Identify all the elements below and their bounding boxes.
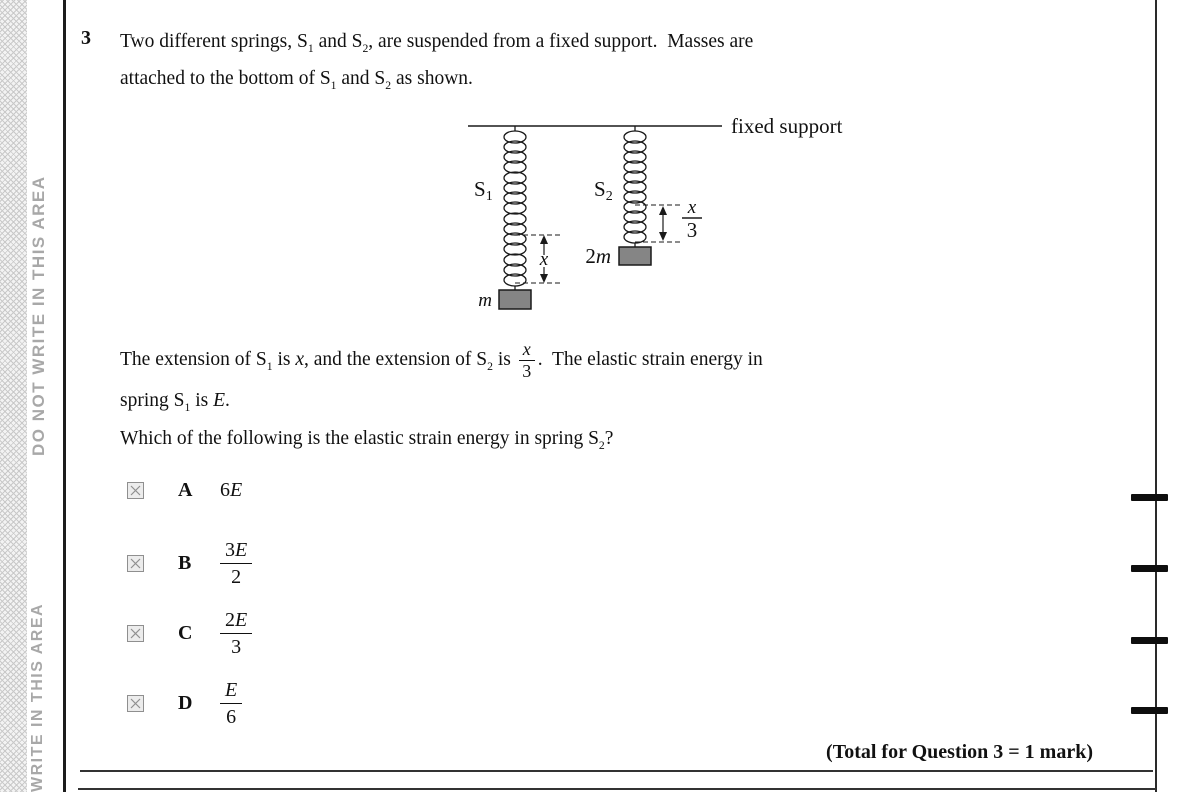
option-a-checkbox[interactable] — [127, 482, 144, 499]
spring-1 — [504, 126, 526, 290]
question-intro — [120, 27, 753, 101]
extension-line-1: The extension of $S_1$ is x, and the extension of $S_2$ is $\frac{x}{3}$ . The elastic strain energy in — [120, 339, 763, 381]
extension-paragraph — [120, 340, 763, 425]
option-c-checkbox[interactable] — [127, 625, 144, 642]
option-c-letter: C — [178, 622, 193, 644]
mass-2m-label: 2m — [585, 244, 611, 268]
write-watermark-bottom: WRITE IN THIS AREA — [29, 602, 46, 792]
option-b-value: $\frac{3E}{2}$ — [220, 539, 252, 588]
option-row-c — [127, 609, 252, 658]
option-b-letter: B — [178, 552, 192, 574]
extension-2-denominator: 3 — [686, 218, 698, 242]
spring-2 — [624, 126, 646, 247]
option-d-value: $\frac{E}{6}$ — [220, 679, 242, 728]
intro-line-1: Two different springs, $S_1$ and $S_2$, are suspended from a fixed support. Masses are — [120, 31, 754, 55]
arrow-down-icon — [540, 274, 548, 283]
mass-2m-block — [619, 247, 651, 265]
option-c-value: $\frac{2E}{3}$ — [220, 609, 252, 658]
arrow-down-icon — [659, 232, 667, 241]
hatched-margin — [0, 0, 27, 792]
total-marks-label: (Total for Question 3 = 1 mark) — [826, 741, 1093, 763]
springs-diagram — [430, 106, 930, 321]
option-d-letter: D — [178, 692, 193, 714]
inline-fraction-x-over-3: $\frac{x}{3}$ — [519, 340, 535, 381]
answer-margin-dash — [1131, 494, 1168, 501]
extension-2-numerator: x — [687, 197, 697, 218]
mass-m-label: m — [478, 290, 492, 311]
extension-line-2: spring $S_1$ is E. — [120, 389, 230, 414]
extension-1-label: x — [539, 249, 549, 270]
option-b-checkbox[interactable] — [127, 555, 144, 572]
answer-margin-dash — [1131, 565, 1168, 572]
question-separator-rule — [80, 770, 1153, 772]
do-not-write-watermark-top: DO NOT WRITE IN THIS AREA — [29, 175, 48, 456]
option-row-d — [127, 679, 242, 728]
question-prompt: Which of the following is the elastic strain energy in spring $S_2$? — [120, 428, 614, 452]
option-row-b — [127, 539, 252, 588]
question-number: 3 — [81, 27, 91, 49]
fixed-support-label: fixed support — [731, 114, 843, 138]
answer-margin-dash — [1131, 707, 1168, 714]
arrow-up-icon — [540, 235, 548, 244]
spring-2-label: S2 — [594, 177, 613, 204]
spring-1-label: S1 — [474, 177, 493, 204]
left-border-rule — [63, 0, 66, 792]
mass-m-block — [499, 290, 531, 309]
page-bottom-rule — [78, 788, 1156, 790]
option-row-a — [127, 479, 242, 502]
option-a-value: 6E — [220, 479, 243, 501]
intro-line-2: attached to the bottom of $S_1$ and $S_2$ as shown. — [120, 67, 473, 92]
arrow-up-icon — [659, 206, 667, 215]
right-border-rule — [1155, 0, 1157, 792]
option-d-checkbox[interactable] — [127, 695, 144, 712]
answer-margin-dash — [1131, 637, 1168, 644]
option-a-letter: A — [178, 479, 193, 501]
